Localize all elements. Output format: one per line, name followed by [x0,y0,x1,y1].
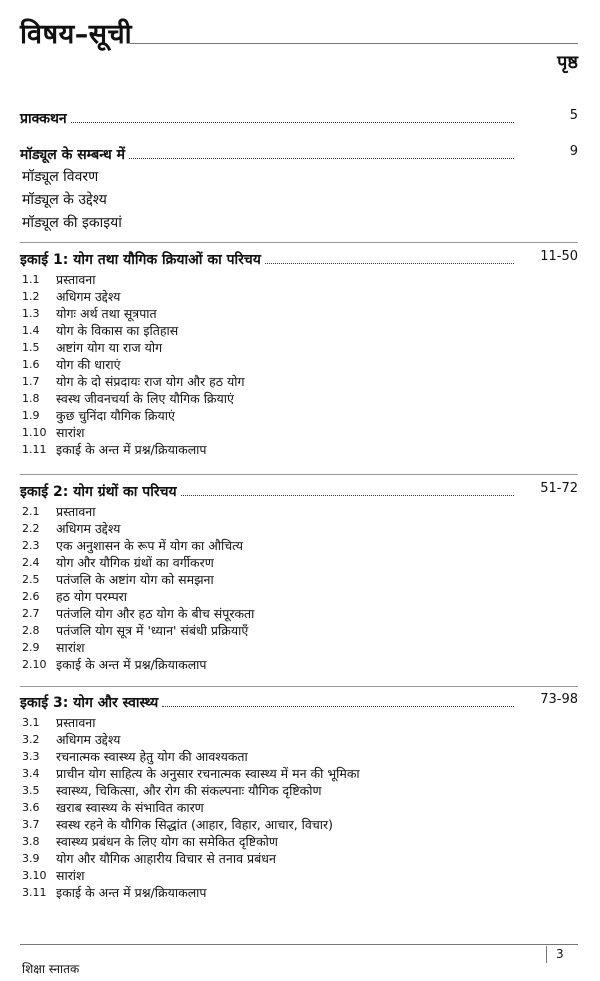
item-text: रचनात्मक स्वास्थ्य हेतु योग की आवश्यकता [56,749,248,764]
unit-3-item [22,884,207,901]
item-text: अधिगम उद्देश्य [56,521,121,536]
item-number: 1.2 [22,290,40,303]
item-number: 1.7 [22,375,40,388]
item-text: खराब स्वास्थ्य के संभावित कारण [56,800,204,815]
item-number: 2.3 [22,539,40,552]
item-number: 3.11 [22,886,47,899]
item-text: स्वास्थ्य, चिकित्सा, और रोग की संकल्पनाः यौगिक दृष्टिकोण [56,783,322,798]
unit-1-item [22,305,157,322]
item-text: पतंजलि योग सूत्र में 'ध्यान' संबंधी प्रक्रियाएँ [56,623,249,638]
item-number: 2.5 [22,573,40,586]
toc-entry-unit-3 [20,690,578,712]
toc-entry-unit-1 [20,247,578,269]
dot-leader [129,157,514,159]
item-text: अधिगम उद्देश्य [56,289,121,304]
unit-1-item [22,407,175,424]
unit-3-item [22,748,248,765]
item-number: 1.1 [22,273,40,286]
unit-1-item [22,356,121,373]
unit-1-label: इकाई 1: योग तथा यौगिक क्रियाओं का परिचय [20,252,261,268]
unit-2-page: 51-72 [540,481,578,496]
item-number: 2.7 [22,607,40,620]
item-number: 3.8 [22,835,40,848]
module-item: मॉड्यूल के उद्देश्य [22,192,107,208]
item-number: 3.5 [22,784,40,797]
unit-1-item [22,373,244,390]
item-number: 3.4 [22,767,40,780]
unit-1-item [22,441,207,458]
footer-page-number: 3 [556,947,564,961]
unit-3-item [22,731,120,748]
item-text: इकाई के अन्त में प्रश्न/क्रियाकलाप [56,657,207,672]
unit-2-item [22,503,95,520]
unit-3-item [22,867,85,884]
preface-label: प्राक्कथन [20,111,67,127]
unit-3-item [22,833,278,850]
unit-3-item [22,765,360,782]
unit-1-item [22,271,95,288]
item-text: योग की धाराएं [56,357,121,372]
item-text: योग और यौगिक आहारीय विचार से तनाव प्रबंधन [56,851,276,866]
item-text: अष्टांग योग या राज योग [56,340,163,355]
item-text: योग के विकास का इतिहास [56,323,179,338]
preface-page: 5 [569,108,578,123]
unit-2-item [22,554,214,571]
item-number: 2.10 [22,658,47,671]
item-text: प्रस्तावना [56,715,96,730]
item-number: 2.6 [22,590,40,603]
footer-rule [20,944,578,945]
item-text: सारांश [56,868,85,883]
item-text: प्रस्तावना [56,272,96,287]
unit-2-item [22,622,248,639]
unit-1-item [22,339,162,356]
unit-1-item [22,424,85,441]
item-number: 1.4 [22,324,40,337]
item-number: 2.8 [22,624,40,637]
dot-leader [265,262,514,264]
toc-entry-preface [20,106,578,128]
item-text: योग और यौगिक ग्रंथों का वर्गीकरण [56,555,214,570]
item-text: कुछ चुनिंदा यौगिक क्रियाएं [56,408,175,423]
unit-2-item [22,639,85,656]
unit-1-item [22,390,234,407]
unit-1-item [22,322,178,339]
dot-leader [162,705,514,707]
page-column-header: पृष्ठ [557,52,578,73]
item-number: 3.1 [22,716,40,729]
item-text: सारांश [56,425,85,440]
item-number: 1.9 [22,409,40,422]
item-text: योग के दो संप्रदायः राज योग और हठ योग [56,374,245,389]
item-number: 2.2 [22,522,40,535]
item-number: 2.1 [22,505,40,518]
item-text: इकाई के अन्त में प्रश्न/क्रियाकलाप [56,885,207,900]
module-item: मॉड्यूल विवरण [22,169,99,185]
item-text: स्वस्थ रहने के यौगिक सिद्धांत (आहार, विहार, आचार, विचार) [56,817,334,832]
module-item: मॉड्यूल की इकाइयां [22,215,122,231]
item-text: एक अनुशासन के रूप में योग का औचित्य [56,538,244,553]
item-number: 2.9 [22,641,40,654]
footer-course-name: शिक्षा स्नातक [22,962,80,976]
dot-leader [71,121,514,123]
item-number: 3.2 [22,733,40,746]
unit-2-label: इकाई 2: योग ग्रंथों का परिचय [20,484,177,500]
unit-3-item [22,714,95,731]
dot-leader [181,494,514,496]
item-text: अधिगम उद्देश्य [56,732,121,747]
unit-2-item [22,605,254,622]
item-number: 1.5 [22,341,40,354]
item-number: 3.10 [22,869,47,882]
module-page: 9 [569,144,578,159]
page-title: विषय–सूची [20,19,133,50]
item-text: सारांश [56,640,85,655]
item-number: 1.11 [22,443,47,456]
unit-2-item [22,571,214,588]
item-text: पतंजलि योग और हठ योग के बीच संपूरकता [56,606,255,621]
toc-entry-unit-2 [20,479,578,501]
unit-1-item [22,288,120,305]
item-text: पतंजलि के अष्टांग योग को समझना [56,572,214,587]
toc-entry-module [20,142,578,164]
unit-rule [20,474,578,475]
unit-3-item [22,816,333,833]
module-label: मॉड्यूल के सम्बन्ध में [20,147,125,163]
unit-2-item [22,520,120,537]
item-number: 3.7 [22,818,40,831]
item-number: 1.6 [22,358,40,371]
item-text: योगः अर्थ तथा सूत्रपात [56,306,157,321]
unit-3-item [22,782,322,799]
item-text: स्वस्थ जीवनचर्या के लिए यौगिक क्रियाएं [56,391,234,406]
item-text: प्राचीन योग साहित्य के अनुसार रचनात्मक स्वास्थ्य में मन की भूमिका [56,766,360,781]
item-text: इकाई के अन्त में प्रश्न/क्रियाकलाप [56,442,207,457]
item-number: 1.10 [22,426,47,439]
title-rule [130,43,578,44]
unit-rule [20,242,578,243]
unit-2-item [22,537,243,554]
item-text: स्वास्थ्य प्रबंधन के लिए योग का समेकित दृष्टिकोण [56,834,278,849]
item-text: हठ योग परम्परा [56,589,128,604]
unit-3-label: इकाई 3: योग और स्वास्थ्य [20,695,159,711]
item-number: 3.3 [22,750,40,763]
item-number: 1.8 [22,392,40,405]
unit-1-page: 11-50 [540,249,578,264]
unit-3-item [22,850,276,867]
item-number: 2.4 [22,556,40,569]
unit-2-item [22,588,127,605]
unit-3-item [22,799,204,816]
item-number: 3.6 [22,801,40,814]
unit-3-page: 73-98 [540,692,578,707]
unit-2-item [22,656,207,673]
item-number: 1.3 [22,307,40,320]
item-text: प्रस्तावना [56,504,96,519]
item-number: 3.9 [22,852,40,865]
unit-rule [20,686,578,687]
footer-separator [546,946,547,963]
